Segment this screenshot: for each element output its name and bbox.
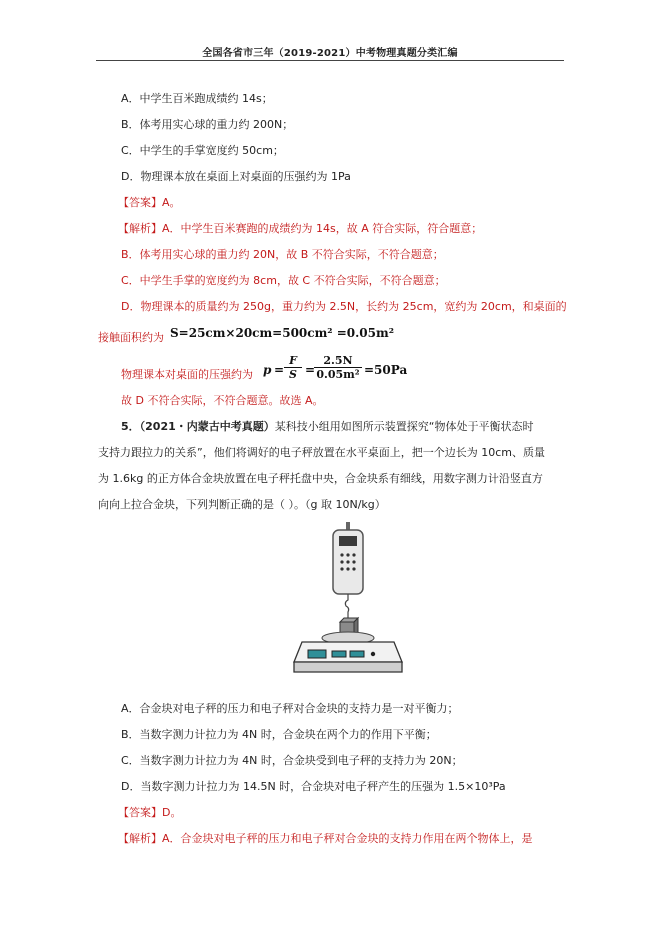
pressure-result: =50Pa [364,363,408,377]
pressure-label: 物理课本对桌面的压强约为 [121,368,253,381]
q5-analysis-a: 【解析】A．合金块对电子秤的压力和电子秤对合金块的支持力作用在两个物体上，是 [118,832,533,845]
q4-option-c: C．中学生的手掌宽度约 50cm； [121,144,284,157]
q4-analysis-c: C．中学生手掌的宽度约为 8cm，故 C 不符合实际，不符合题意； [121,274,446,287]
q5-option-d: D．当数字测力计拉力为 14.5N 时，合金块对电子秤产生的压强为 1.5×10³Pa [121,780,506,793]
pressure-fraction-den: 0.05m² [316,368,360,381]
q5-stem-text-1: 某科技小组用如图所示装置探究“物体处于平衡状态时 [274,420,534,433]
force-gauge-buttons [340,553,355,570]
q4-analysis-a: 【解析】A．中学生百米赛跑的成绩约为 14s，故 A 符合实际，符合题意； [118,222,483,235]
q5-number: 5． [121,420,140,433]
pressure-fraction-s: S [289,368,297,381]
force-gauge-display [339,536,357,546]
q5-source: （2021・内蒙古中考真题） [139,420,275,433]
pressure-fraction-fs [284,354,302,381]
contact-area-label: 接触面积约为 [98,331,164,344]
scale-panel-a [332,651,346,657]
scale-body-front [294,662,402,672]
header-divider [96,60,564,61]
pressure-equals-2: = [305,363,316,377]
q5-option-b: B．当数字测力计拉力为 4N 时，合金块在两个力的作用下平衡； [121,728,437,741]
q4-option-b: B．体考用实心球的重力约 200N； [121,118,294,131]
q4-answer: 【答案】A。 [118,196,181,209]
pressure-fraction-num: 2.5N [314,354,362,368]
scale-panel-b [350,651,364,657]
q5-stem-line-3: 为 1.6kg 的正方体合金块放置在电子秤托盘中央，合金块系有细线，用数字测力计沿竖直方 [98,472,543,485]
pressure-fraction-f: F [284,354,302,368]
q5-stem-line-4: 向向上拉合金块，下列判断正确的是（ ）。（g 取 10N/kg） [98,498,386,511]
page-header: 全国各省市三年（2019-2021）中考物理真题分类汇编 [202,48,458,59]
pressure-equals-1: = [274,363,285,377]
scale-display [308,650,326,658]
scale-button [371,652,375,656]
q4-option-d: D．物理课本放在桌面上对桌面的压强约为 1Pa [121,170,351,183]
q5-option-c: C．当数字测力计拉力为 4N 时，合金块受到电子秤的支持力为 20N； [121,754,463,767]
q5-answer: 【答案】D。 [118,806,182,819]
scale-apparatus-figure [288,522,408,687]
pressure-fraction-values [314,354,362,381]
q5-stem-line-1 [121,418,533,434]
q5-option-a: A．合金块对电子秤的压力和电子秤对合金块的支持力是一对平衡力； [121,702,459,715]
pressure-symbol: p [263,363,272,377]
q4-analysis-d: D．物理课本的质量约为 250g，重力约为 2.5N，长约为 25cm，宽约为 20cm，和桌面的 [121,300,567,313]
gauge-hook-top [346,522,350,530]
contact-area-formula: S=25cm×20cm=500cm² =0.05m² [170,326,394,340]
q5-stem-line-2: 支持力跟拉力的关系”，他们将调好的电子秤放置在水平桌面上，把一个边长为 10cm、质量 [98,446,545,459]
q4-option-a: A．中学生百米跑成绩约 14s； [121,92,273,105]
q4-analysis-b: B．体考用实心球的重力约 20N，故 B 不符合实际，不符合题意； [121,248,444,261]
q4-conclusion: 故 D 不符合实际，不符合题意。故选 A。 [121,394,324,407]
